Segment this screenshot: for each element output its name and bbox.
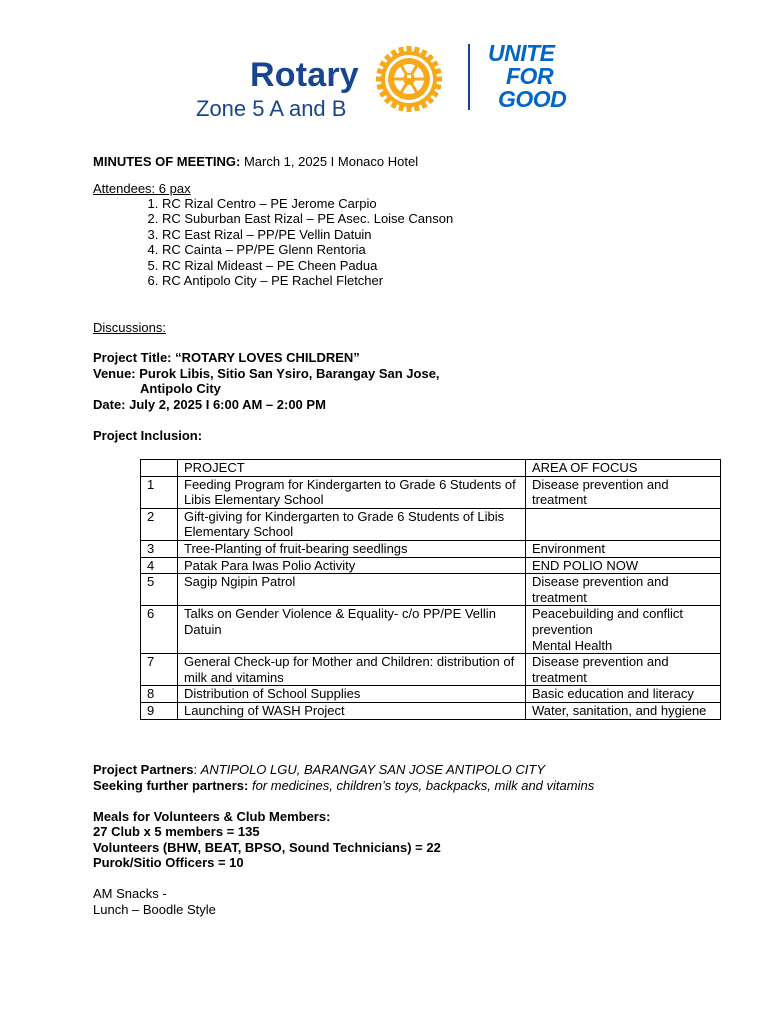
meals-line: Purok/Sitio Officers = 10: [93, 855, 244, 870]
partners-line: Project Partners: ANTIPOLO LGU, BARANGAY SAN JOSE ANTIPOLO CITY: [93, 762, 546, 777]
table-row: [141, 476, 721, 508]
row-focus: Water, sanitation, and hygiene: [526, 702, 721, 719]
header-cell-focus: AREA OF FOCUS: [526, 460, 721, 477]
row-project: Launching of WASH Project: [178, 702, 526, 719]
row-focus: END POLIO NOW: [526, 557, 721, 574]
attendee-item: 4. RC Cainta – PP/PE Glenn Rentoria: [162, 242, 453, 257]
table-row: [141, 557, 721, 574]
attendee-item: 2. RC Suburban East Rizal – PE Asec. Loise Canson: [162, 211, 453, 226]
rotary-wheel-logo: [372, 42, 446, 116]
row-project: Gift-giving for Kindergarten to Grade 6 Students of Libis Elementary School: [178, 508, 526, 540]
row-focus: Disease prevention and treatment: [526, 574, 721, 606]
project-venue: Venue: Purok Libis, Sitio San Ysiro, Barangay San Jose,: [93, 366, 440, 381]
table-row: [141, 654, 721, 686]
table-header-row: [141, 460, 721, 477]
attendee-item: 6. RC Antipolo City – PE Rachel Fletcher: [162, 273, 453, 288]
project-inclusion-table: [140, 459, 721, 720]
table-row: [141, 606, 721, 654]
project-inclusion-heading: Project Inclusion:: [93, 428, 203, 443]
row-focus: [526, 508, 721, 540]
row-project: Talks on Gender Violence & Equality- c/o PP/PE Vellin Datuin: [178, 606, 526, 654]
attendees-heading: Attendees: 6 pax: [93, 181, 191, 196]
row-number: 9: [141, 702, 178, 719]
table-row: [141, 574, 721, 606]
row-project: Distribution of School Supplies: [178, 686, 526, 703]
logo-divider: [468, 44, 470, 110]
row-focus: [526, 606, 721, 654]
row-project: General Check-up for Mother and Children: distribution of milk and vitamins: [178, 654, 526, 686]
header-cell-num: [141, 460, 178, 477]
partners-label: Project Partners: [93, 762, 194, 777]
project-date: Date: July 2, 2025 I 6:00 AM – 2:00 PM: [93, 397, 326, 412]
meeting-value: March 1, 2025 I Monaco Hotel: [240, 154, 419, 169]
seeking-label: Seeking further partners: [93, 778, 244, 793]
table-row: [141, 686, 721, 703]
table-row: [141, 508, 721, 540]
meals-line: 27 Club x 5 members = 135: [93, 824, 260, 839]
row-number: 4: [141, 557, 178, 574]
row-number: 2: [141, 508, 178, 540]
row-focus: Environment: [526, 540, 721, 557]
unite-for-good-tagline: [488, 42, 566, 111]
row-focus: Basic education and literacy: [526, 686, 721, 703]
tagline-line: UNITE: [488, 40, 555, 66]
project-venue-city: Antipolo City: [140, 381, 221, 396]
row-number: 6: [141, 606, 178, 654]
table-row: [141, 702, 721, 719]
row-focus-line: Mental Health: [532, 637, 613, 653]
meeting-label: MINUTES OF MEETING:: [93, 154, 241, 169]
row-number: 8: [141, 686, 178, 703]
lunch-line: Lunch – Boodle Style: [93, 902, 216, 917]
row-project: Sagip Ngipin Patrol: [178, 574, 526, 606]
tagline-line: FOR: [506, 63, 554, 89]
row-project: Feeding Program for Kindergarten to Grade 6 Students of Libis Elementary School: [178, 476, 526, 508]
row-focus-line: Peacebuilding and conflict prevention: [532, 606, 684, 637]
row-number: 5: [141, 574, 178, 606]
discussions-heading: Discussions:: [93, 320, 166, 335]
table-row: [141, 540, 721, 557]
header-cell-project: PROJECT: [178, 460, 526, 477]
attendee-item: 5. RC Rizal Mideast – PE Cheen Padua: [162, 258, 453, 273]
attendees-list: [140, 196, 453, 288]
project-title: Project Title: “ROTARY LOVES CHILDREN”: [93, 350, 360, 365]
attendee-item: 3. RC East Rizal – PP/PE Vellin Datuin: [162, 227, 453, 242]
seeking-partners-line: Seeking further partners: for medicines, children’s toys, backpacks, milk and vitamins: [93, 778, 595, 793]
partners-value: ANTIPOLO LGU, BARANGAY SAN JOSE ANTIPOLO CITY: [200, 762, 546, 777]
zone-label: Zone 5 A and B: [196, 96, 347, 121]
am-snacks-line: AM Snacks -: [93, 886, 167, 901]
meeting-line: [93, 154, 418, 169]
row-focus: Disease prevention and treatment: [526, 476, 721, 508]
seeking-value: for medicines, children’s toys, backpacks, milk and vitamins: [251, 778, 595, 793]
meals-heading: Meals for Volunteers & Club Members:: [93, 809, 331, 824]
row-number: 7: [141, 654, 178, 686]
rotary-wordmark: Rotary: [250, 56, 359, 94]
tagline-line: GOOD: [498, 86, 567, 112]
attendee-item: 1. RC Rizal Centro – PE Jerome Carpio: [162, 196, 453, 211]
row-number: 3: [141, 540, 178, 557]
row-focus: Disease prevention and treatment: [526, 654, 721, 686]
row-project: Patak Para Iwas Polio Activity: [178, 557, 526, 574]
row-number: 1: [141, 476, 178, 508]
meals-line: Volunteers (BHW, BEAT, BPSO, Sound Technicians) = 22: [93, 840, 441, 855]
row-project: Tree-Planting of fruit-bearing seedlings: [178, 540, 526, 557]
